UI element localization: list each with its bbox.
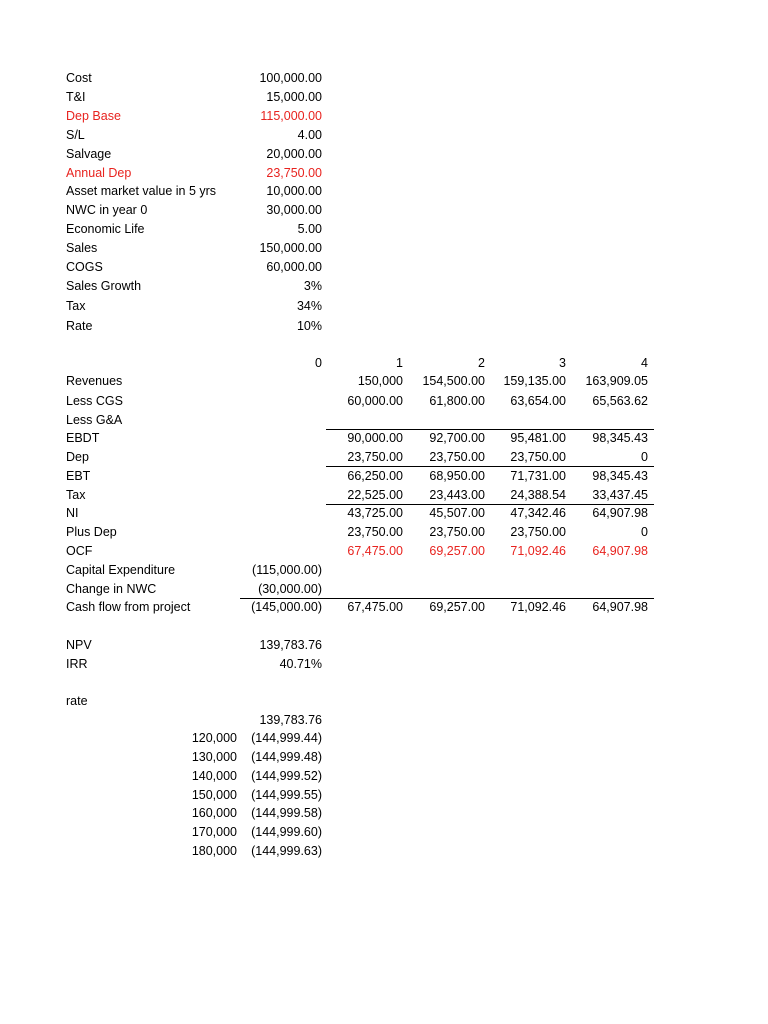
cashflow-cell-year-1: 67,475.00 <box>347 600 403 614</box>
cashflow-row-label: Capital Expenditure <box>66 563 176 577</box>
cashflow-row-label: EBT <box>66 469 91 483</box>
input-value: 20,000.00 <box>266 147 322 161</box>
sensitivity-rate: 160,000 <box>191 806 237 820</box>
year-header: 3 <box>559 356 566 370</box>
cashflow-cell-year-4: 98,345.43 <box>592 469 648 483</box>
metric-value: 139,783.76 <box>259 638 322 652</box>
cashflow-cell-year-4: 0 <box>641 450 648 464</box>
cashflow-row-label: Plus Dep <box>66 525 117 539</box>
sensitivity-rate: 120,000 <box>191 731 237 745</box>
metric-label: IRR <box>66 657 88 671</box>
input-label: Salvage <box>66 147 112 161</box>
cashflow-cell-year-3: 71,731.00 <box>510 469 566 483</box>
metric-value: 40.71% <box>279 657 322 671</box>
cashflow-cell-year-3: 24,388.54 <box>510 488 566 502</box>
sensitivity-rate: 140,000 <box>191 769 237 783</box>
input-label: Dep Base <box>66 109 121 123</box>
input-label: Cost <box>66 71 92 85</box>
cashflow-cell-year-4: 33,437.45 <box>592 488 648 502</box>
cashflow-row-label: Less CGS <box>66 394 123 408</box>
sensitivity-npv: (144,999.60) <box>251 825 322 839</box>
cashflow-cell-year-3: 23,750.00 <box>510 450 566 464</box>
input-label: COGS <box>66 260 103 274</box>
sensitivity-rate: 150,000 <box>191 788 237 802</box>
input-label: Economic Life <box>66 222 145 236</box>
input-value: 30,000.00 <box>266 203 322 217</box>
cashflow-cell-year-0: (115,000.00) <box>252 563 322 577</box>
year-header: 4 <box>641 356 648 370</box>
cashflow-row-label: NI <box>66 506 79 520</box>
cashflow-row-label: Cash flow from project <box>66 600 191 614</box>
cashflow-cell-year-2: 45,507.00 <box>429 506 485 520</box>
underline-above-cash-flow <box>240 598 654 599</box>
sensitivity-npv: (144,999.55) <box>251 788 322 802</box>
sensitivity-rate: 130,000 <box>191 750 237 764</box>
year-header: 2 <box>478 356 485 370</box>
cashflow-cell-year-1: 43,725.00 <box>347 506 403 520</box>
cashflow-cell-year-3: 23,750.00 <box>510 525 566 539</box>
sensitivity-label: rate <box>66 694 88 708</box>
cashflow-cell-year-4: 0 <box>641 525 648 539</box>
sensitivity-rate: 180,000 <box>191 844 237 858</box>
cashflow-cell-year-2: 23,750.00 <box>429 525 485 539</box>
cashflow-cell-year-2: 23,750.00 <box>429 450 485 464</box>
input-value: 115,000.00 <box>260 109 322 123</box>
input-label: T&I <box>66 90 86 104</box>
cashflow-row-label: Less G&A <box>66 413 123 427</box>
cashflow-cell-year-2: 61,800.00 <box>429 394 485 408</box>
year-header: 0 <box>315 356 322 370</box>
cashflow-cell-year-1: 60,000.00 <box>347 394 403 408</box>
input-label: NWC in year 0 <box>66 203 148 217</box>
cashflow-cell-year-4: 64,907.98 <box>592 600 648 614</box>
cashflow-cell-year-3: 47,342.46 <box>510 506 566 520</box>
cashflow-cell-year-1: 22,525.00 <box>347 488 403 502</box>
cashflow-cell-year-0: (145,000.00) <box>251 600 322 614</box>
cashflow-row-label: Tax <box>66 488 86 502</box>
cashflow-cell-year-2: 68,950.00 <box>429 469 485 483</box>
input-value: 10,000.00 <box>266 184 322 198</box>
cashflow-cell-year-1: 90,000.00 <box>347 431 403 445</box>
cashflow-cell-year-3: 71,092.46 <box>510 600 566 614</box>
cashflow-cell-year-2: 23,443.00 <box>429 488 485 502</box>
sensitivity-npv: (144,999.63) <box>251 844 322 858</box>
cashflow-cell-year-4: 98,345.43 <box>592 431 648 445</box>
input-label: Annual Dep <box>66 166 132 180</box>
input-value: 4.00 <box>297 128 322 142</box>
input-value: 150,000.00 <box>259 241 322 255</box>
input-value: 100,000.00 <box>259 71 322 85</box>
cashflow-cell-year-1: 66,250.00 <box>347 469 403 483</box>
sensitivity-header-value: 139,783.76 <box>259 713 322 727</box>
cashflow-cell-year-4: 163,909.05 <box>585 374 648 388</box>
year-header: 1 <box>396 356 403 370</box>
underline-above-ebdt <box>326 429 654 430</box>
cashflow-cell-year-3: 71,092.46 <box>510 544 566 558</box>
sensitivity-npv: (144,999.58) <box>251 806 322 820</box>
cashflow-cell-year-4: 65,563.62 <box>592 394 648 408</box>
cashflow-cell-year-4: 64,907.98 <box>592 506 648 520</box>
cashflow-cell-year-3: 95,481.00 <box>510 431 566 445</box>
underline-above-ebt <box>326 466 654 467</box>
cashflow-row-label: EBDT <box>66 431 100 445</box>
cashflow-row-label: OCF <box>66 544 93 558</box>
cashflow-cell-year-2: 69,257.00 <box>429 544 485 558</box>
cashflow-cell-year-0: (30,000.00) <box>258 582 322 596</box>
cashflow-cell-year-3: 63,654.00 <box>510 394 566 408</box>
input-label: Sales <box>66 241 98 255</box>
cashflow-cell-year-3: 159,135.00 <box>503 374 566 388</box>
metric-label: NPV <box>66 638 92 652</box>
input-value: 10% <box>296 319 322 333</box>
input-label: Asset market value in 5 yrs <box>66 184 217 198</box>
cashflow-cell-year-4: 64,907.98 <box>592 544 648 558</box>
cashflow-cell-year-1: 150,000 <box>357 374 403 388</box>
input-label: Tax <box>66 299 86 313</box>
input-label: Sales Growth <box>66 279 142 293</box>
input-value: 3% <box>303 279 322 293</box>
input-value: 5.00 <box>297 222 322 236</box>
sensitivity-rate: 170,000 <box>191 825 237 839</box>
sensitivity-npv: (144,999.52) <box>251 769 322 783</box>
cashflow-cell-year-1: 23,750.00 <box>347 450 403 464</box>
sensitivity-npv: (144,999.48) <box>251 750 322 764</box>
cashflow-cell-year-2: 92,700.00 <box>429 431 485 445</box>
input-value: 15,000.00 <box>266 90 322 104</box>
cashflow-cell-year-1: 67,475.00 <box>347 544 403 558</box>
input-label: Rate <box>66 319 93 333</box>
underline-above-ni <box>326 504 654 505</box>
cashflow-cell-year-1: 23,750.00 <box>347 525 403 539</box>
cashflow-row-label: Revenues <box>66 374 123 388</box>
cashflow-cell-year-2: 154,500.00 <box>422 374 485 388</box>
input-value: 23,750.00 <box>266 166 322 180</box>
input-value: 34% <box>296 299 322 313</box>
sensitivity-npv: (144,999.44) <box>251 731 322 745</box>
cashflow-cell-year-2: 69,257.00 <box>429 600 485 614</box>
input-value: 60,000.00 <box>266 260 322 274</box>
input-label: S/L <box>66 128 85 142</box>
cashflow-row-label: Dep <box>66 450 89 464</box>
cashflow-row-label: Change in NWC <box>66 582 157 596</box>
